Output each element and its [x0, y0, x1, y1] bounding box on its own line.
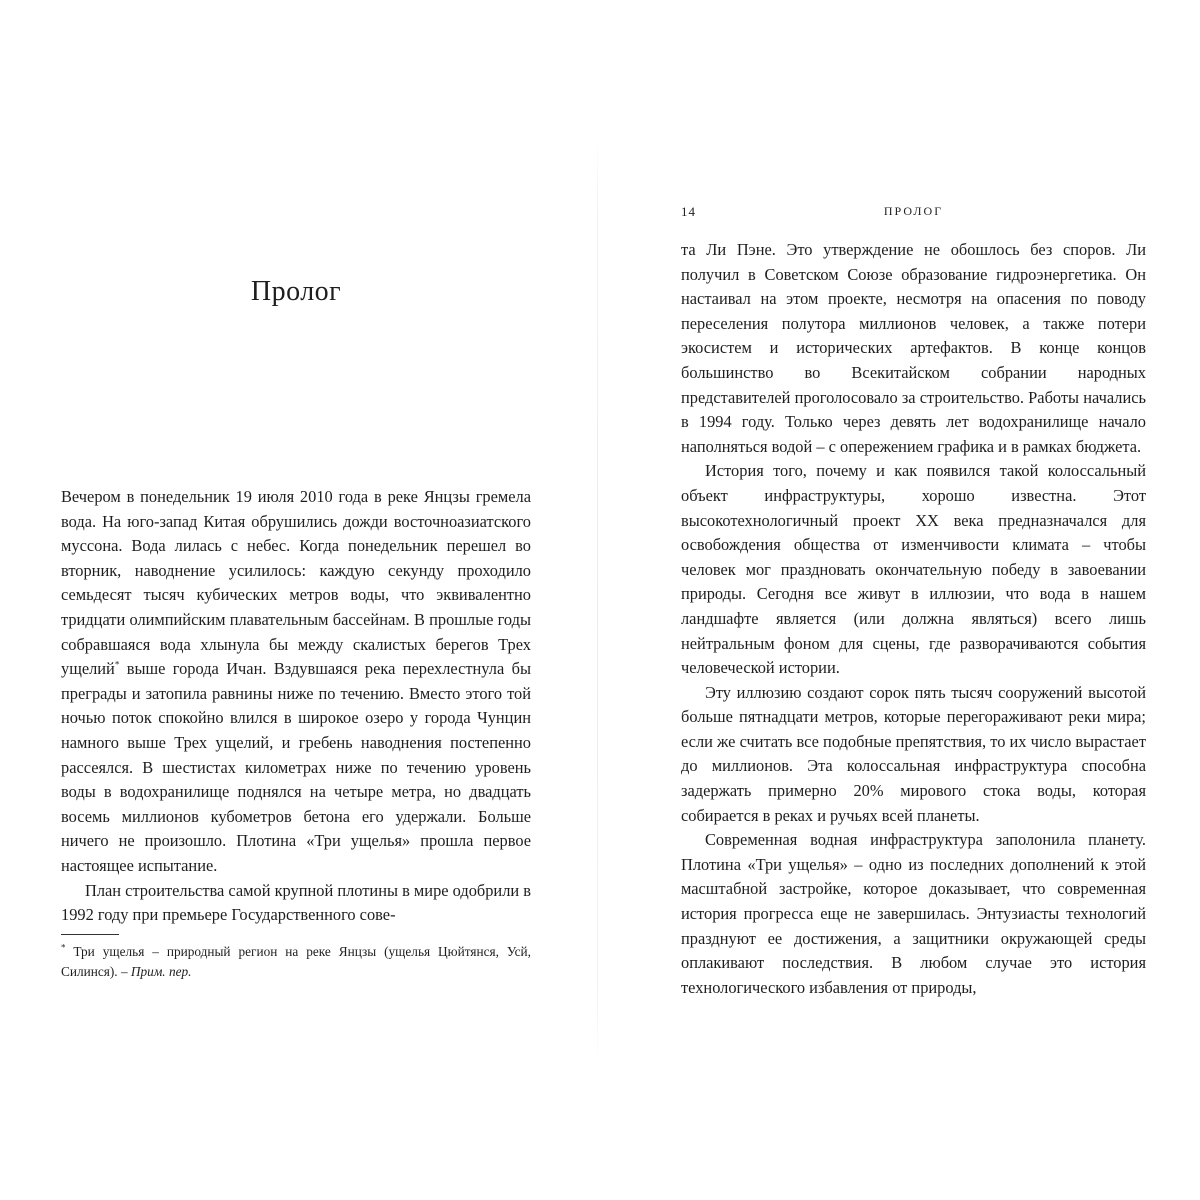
footnote-text: Три ущелья – природный регион на реке Янцзы (ущелья Цюйтянся, Усй, Силинся). –: [61, 944, 531, 979]
running-title: ПРОЛОГ: [883, 204, 944, 218]
right-page-body: [681, 238, 1146, 1000]
right-paragraph-3: Эту иллюзию создают сорок пять тысяч сооружений высотой больше пятнадцати метров, которые перегораживают реки мира; если же считать все подобные препятствия, то их число вырастает до миллионов. Эта колоссальная инфраструктура способна задержать примерно 20% мирового стока воды, которая собирается в реках и ручьях всей планеты.: [681, 682, 1146, 825]
book-gutter: [597, 130, 598, 1070]
right-paragraph-4: Современная водная инфраструктура заполонила планету. Плотина «Три ущелья» – одно из последних дополнений к этой масштабной застройке, которое доказывает, что современная история прогресса еще не завершилась. Энтузиасты технологий празднуют ее достижения, а защитники окружающей среды оплакивают последствия. В любом случае это история технологического избавления от природы,: [681, 830, 1146, 997]
running-head: [681, 204, 1146, 224]
right-paragraph-1: та Ли Пэне. Это утверждение не обошлось без споров. Ли получил в Советском Союзе образование гидроэнергетика. Он настаивал на этом проекте, несмотря на опасения по поводу переселения полутора миллионов человек, а также потери экосистем и исторических артефактов. В конце концов большинство во Всекитайском собрании народных представителей проголосовало за строительство. Работы начались в 1994 году. Только через девять лет водохранилище начало наполняться водой – с опережением графика и в рамках бюджета.: [681, 240, 1146, 456]
footnote-mark: *: [61, 942, 66, 953]
page-number: 14: [681, 204, 696, 219]
footnote: [61, 942, 531, 982]
left-paragraph-1-text-b: выше города Ичан. Вздувшаяся река перехлестнула бы преграды и затопила равнины ниже по течению. Вместо этого той ночью поток спокойно влился в широкое озеро у города Чунцин намного выше Трех ущелий, и гребень наводнения постепенно рассеялся. В шестистах километрах ниже по течению уровень воды в водохранилище поднялся на четыре метра, но двадцать восемь миллионов кубометров бетона его удержали. Больше ничего не произошло. Плотина «Три ущелья» прошла первое настоящее испытание.: [61, 659, 531, 875]
left-page-body: [61, 485, 531, 928]
footnote-divider: [61, 934, 119, 935]
left-paragraph-1-text-a: Вечером в понедельник 19 июля 2010 года в реке Янцзы гремела вода. На юго-запад Китая обрушились дожди восточноазиатского муссона. Вода лилась с небес. Когда понедельник перешел во вторник, наводнение усилилось: каждую секунду проходило семьдесят тысяч кубических метров воды, что эквивалентно тридцати олимпийским плавательным бассейнам. В прошлые годы собравшаяся вода хлынула бы между скалистых берегов Трех ущелий: [61, 487, 531, 679]
chapter-title: Пролог: [250, 276, 342, 307]
left-paragraph-1: [61, 485, 531, 879]
footnote-reference-mark: *: [114, 659, 120, 670]
left-paragraph-2: План строительства самой крупной плотины в мире одобрили в 1992 году при премьере Государственного сове-: [61, 880, 531, 925]
footnote-note-label: Прим. пер.: [130, 964, 192, 979]
right-paragraph-2: История того, почему и как появился такой колоссальный объект инфраструктуры, хорошо известна. Этот высокотехнологичный проект XX века предназначался для освобождения общества от изменчивости климата – чтобы человек мог праздновать окончательную победу в завоевании природы. Сегодня все живут в иллюзии, что вода в нашем ландшафте является (или должна являться) всего лишь нейтральным фоном для сцены, где разворачиваются события человеческой истории.: [681, 461, 1146, 678]
